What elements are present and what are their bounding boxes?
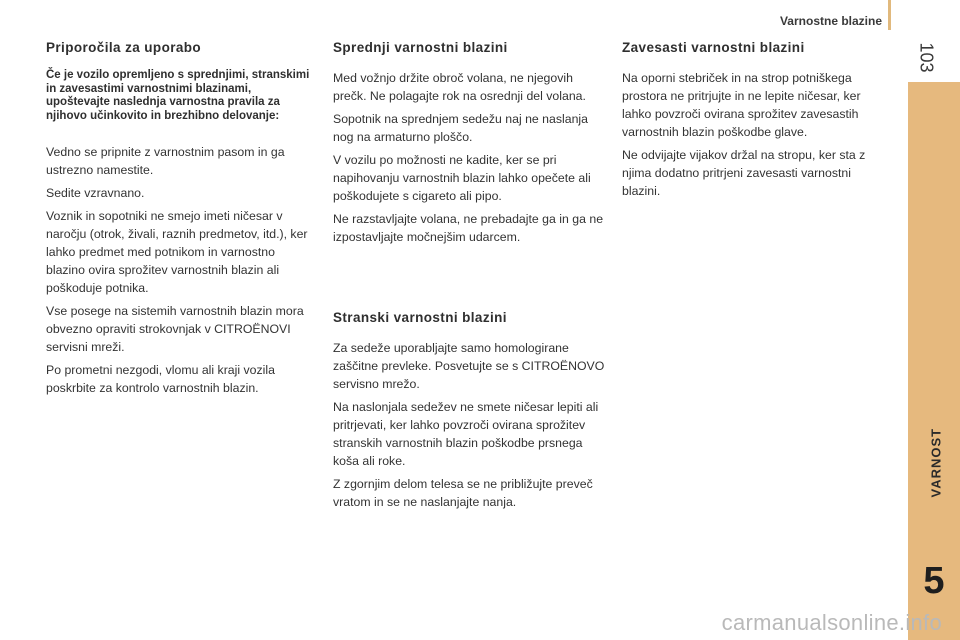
header-title: Varnostne blazine: [779, 14, 882, 28]
chapter-number: 5: [923, 560, 945, 602]
column-recommendations: [46, 40, 314, 402]
paragraph: Sopotnik na sprednjem sedežu naj ne naslanja nog na armaturno ploščo.: [333, 112, 588, 144]
chapter-tab: [908, 82, 960, 640]
section-heading-curtain-airbags: Zavesasti varnostni blazini: [622, 40, 805, 55]
section-heading-recommendations: Priporočila za uporabo: [46, 40, 202, 55]
paragraph: Po prometni nezgodi, vlomu ali kraji vozila poskrbite za kontrolo varnostnih blazin.: [46, 363, 275, 395]
section-side-airbags: [333, 310, 605, 516]
section-heading-front-airbags: Sprednji varnostni blazini: [333, 40, 508, 55]
watermark: carmanualsonline.info: [721, 610, 942, 635]
paragraph: Sedite vzravnano.: [46, 186, 145, 200]
intro-text: Če je vozilo opremljeno s sprednjimi, stranskimi in zavesastimi varnostnimi blazinami, upoštevajte naslednja varnostna pravila za njihovo učinkovito in brezhibno delovanje:: [46, 69, 310, 122]
column-front-airbags: [333, 40, 605, 251]
paragraph: Ne razstavljajte volana, ne prebadajte ga in ga ne izpostavljajte močnejšim udarcem.: [333, 212, 604, 244]
paragraph: Vse posege na sistemih varnostnih blazin mora obvezno opraviti strokovnjak v CITROËNOVI servisni mreži.: [46, 304, 304, 354]
paragraph: V vozilu po možnosti ne kadite, ker se pri napihovanju varnostnih blazin lahko opečete ali poškodujete s cigareto ali pipo.: [333, 153, 591, 203]
section-heading-side-airbags: Stranski varnostni blazini: [333, 310, 507, 325]
column-curtain-airbags: [622, 40, 892, 205]
paragraph: Za sedeže uporabljajte samo homologirane zaščitne prevleke. Posvetujte se s CITROËNOVO servisno mrežo.: [333, 341, 605, 391]
paragraph: Med vožnjo držite obroč volana, ne njegovih prečk. Ne polagajte rok na osrednji del volana.: [333, 71, 586, 103]
chapter-label: VARNOST: [928, 427, 944, 498]
page-number: 103: [916, 42, 937, 73]
paragraph: Na oporni stebriček in na strop potniškega prostora ne pritrjujte in ne lepite ničesar, ker lahko povzroči ovirana sprožitev zavesastih varnostnih blazin poškodbe glave.: [622, 71, 861, 139]
paragraph: Na naslonjala sedežev ne smete ničesar lepiti ali pritrjevati, ker lahko povzroči ovirana sprožitev stranskih varnostnih blazin poškodbe prsnega koša ali roke.: [333, 400, 599, 468]
paragraph: Vedno se pripnite z varnostnim pasom in ga ustrezno namestite.: [46, 145, 285, 177]
header-rule: [888, 0, 891, 30]
paragraph: Z zgornjim delom telesa se ne približujte preveč vratom in se ne naslanjajte nanja.: [333, 477, 593, 509]
paragraph: Ne odvijajte vijakov držal na stropu, ker sta z njima dodatno pritrjeni zavesasti varnostni blazini.: [622, 148, 866, 198]
paragraph: Voznik in sopotniki ne smejo imeti ničesar v naročju (otrok, živali, raznih predmetov, itd.), ker lahko predmet med potnikom in varnostno blazino ovira sprožitev varnostnih blazin ali poškoduje potnika.: [46, 209, 308, 295]
